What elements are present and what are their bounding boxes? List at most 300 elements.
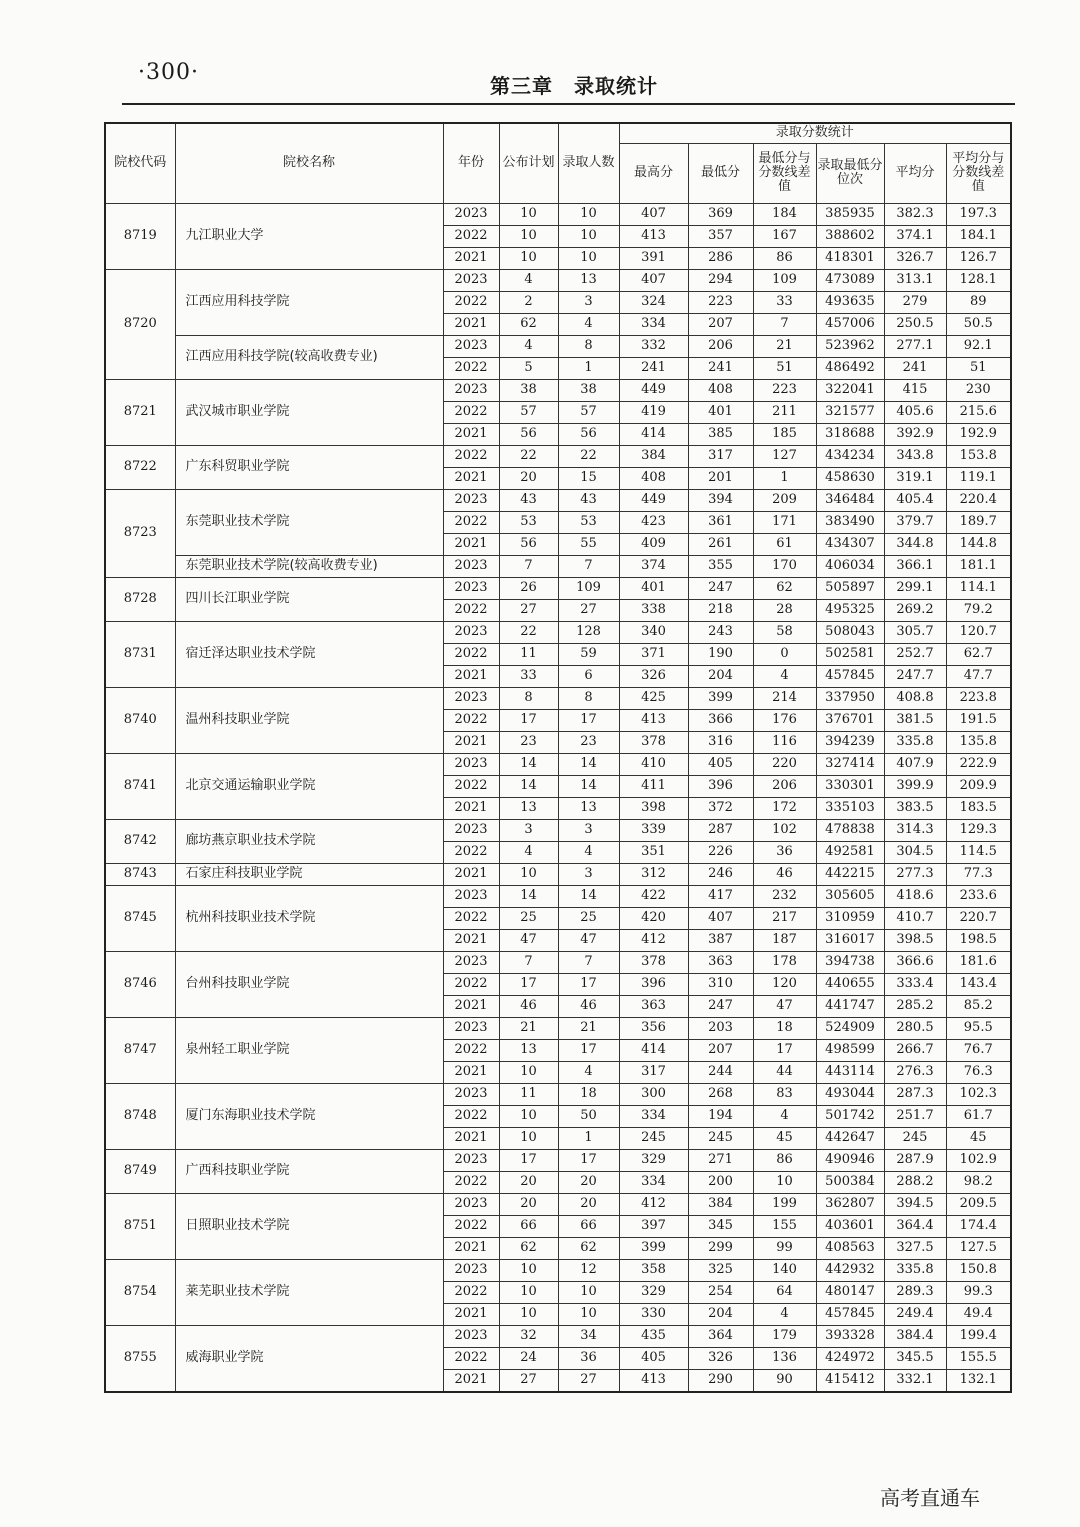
table-body — [105, 203, 1011, 1392]
table-row — [105, 819, 1011, 841]
cell-plan: 4 — [499, 841, 558, 863]
cell-code: 8723 — [105, 489, 175, 577]
cell-rank: 393328 — [816, 1325, 884, 1347]
cell-plan: 33 — [499, 665, 558, 687]
cell-avg-diff: 222.9 — [946, 753, 1011, 775]
cell-max: 241 — [619, 357, 688, 379]
cell-avg: 415 — [884, 379, 946, 401]
cell-avg-diff: 230 — [946, 379, 1011, 401]
cell-admitted: 56 — [558, 423, 619, 445]
cell-min: 408 — [688, 379, 753, 401]
cell-min-diff: 7 — [753, 313, 816, 335]
admission-table — [104, 122, 1012, 1393]
cell-code: 8728 — [105, 577, 175, 621]
cell-name: 东莞职业技术学院 — [175, 489, 443, 555]
source-watermark: 高考直通车 — [880, 1486, 980, 1510]
cell-avg: 245 — [884, 1127, 946, 1149]
cell-plan: 3 — [499, 819, 558, 841]
cell-min: 271 — [688, 1149, 753, 1171]
cell-min: 363 — [688, 951, 753, 973]
cell-min-diff: 178 — [753, 951, 816, 973]
cell-admitted: 3 — [558, 863, 619, 885]
cell-year: 2021 — [443, 247, 499, 269]
cell-max: 391 — [619, 247, 688, 269]
cell-code: 8731 — [105, 621, 175, 687]
cell-avg-diff: 181.1 — [946, 555, 1011, 577]
cell-admitted: 14 — [558, 775, 619, 797]
cell-code: 8755 — [105, 1325, 175, 1392]
cell-avg: 332.1 — [884, 1369, 946, 1392]
cell-max: 419 — [619, 401, 688, 423]
cell-max: 378 — [619, 951, 688, 973]
cell-year: 2021 — [443, 863, 499, 885]
cell-name: 四川长江职业学院 — [175, 577, 443, 621]
cell-max: 334 — [619, 1105, 688, 1127]
cell-name: 杭州科技职业技术学院 — [175, 885, 443, 951]
cell-plan: 13 — [499, 1039, 558, 1061]
cell-year: 2023 — [443, 555, 499, 577]
cell-year: 2021 — [443, 665, 499, 687]
cell-avg-diff: 127.5 — [946, 1237, 1011, 1259]
cell-min-diff: 176 — [753, 709, 816, 731]
cell-min: 190 — [688, 643, 753, 665]
cell-admitted: 27 — [558, 1369, 619, 1392]
cell-plan: 20 — [499, 467, 558, 489]
cell-plan: 10 — [499, 1281, 558, 1303]
cell-max: 398 — [619, 797, 688, 819]
header-min-diff: 最低分与分数线差值 — [753, 143, 816, 203]
cell-year: 2022 — [443, 1039, 499, 1061]
cell-code: 8745 — [105, 885, 175, 951]
page-number: ·300· — [138, 60, 199, 85]
cell-avg: 285.2 — [884, 995, 946, 1017]
cell-code: 8740 — [105, 687, 175, 753]
cell-plan: 43 — [499, 489, 558, 511]
cell-avg-diff: 102.3 — [946, 1083, 1011, 1105]
cell-avg: 247.7 — [884, 665, 946, 687]
cell-year: 2021 — [443, 929, 499, 951]
cell-avg-diff: 189.7 — [946, 511, 1011, 533]
cell-min-diff: 45 — [753, 1127, 816, 1149]
cell-name: 东莞职业技术学院(较高收费专业) — [175, 555, 443, 577]
cell-rank: 310959 — [816, 907, 884, 929]
cell-min: 247 — [688, 577, 753, 599]
cell-year: 2021 — [443, 995, 499, 1017]
cell-avg-diff: 128.1 — [946, 269, 1011, 291]
cell-avg: 289.3 — [884, 1281, 946, 1303]
cell-rank: 335103 — [816, 797, 884, 819]
cell-year: 2022 — [443, 401, 499, 423]
cell-plan: 47 — [499, 929, 558, 951]
cell-min-diff: 1 — [753, 467, 816, 489]
cell-plan: 17 — [499, 1149, 558, 1171]
cell-admitted: 14 — [558, 753, 619, 775]
header-admitted: 录取人数 — [558, 123, 619, 203]
cell-avg: 269.2 — [884, 599, 946, 621]
chapter-title: 第三章 录取统计 — [490, 74, 658, 98]
cell-year: 2022 — [443, 445, 499, 467]
cell-year: 2021 — [443, 731, 499, 753]
cell-admitted: 3 — [558, 291, 619, 313]
cell-min-diff: 28 — [753, 599, 816, 621]
cell-avg-diff: 79.2 — [946, 599, 1011, 621]
cell-plan: 2 — [499, 291, 558, 313]
cell-min: 372 — [688, 797, 753, 819]
cell-code: 8719 — [105, 203, 175, 269]
cell-max: 332 — [619, 335, 688, 357]
cell-avg-diff: 132.1 — [946, 1369, 1011, 1392]
cell-max: 414 — [619, 1039, 688, 1061]
cell-rank: 500384 — [816, 1171, 884, 1193]
cell-plan: 11 — [499, 643, 558, 665]
cell-avg-diff: 120.7 — [946, 621, 1011, 643]
cell-min: 268 — [688, 1083, 753, 1105]
cell-avg: 382.3 — [884, 203, 946, 225]
cell-year: 2021 — [443, 1061, 499, 1083]
cell-avg-diff: 99.3 — [946, 1281, 1011, 1303]
cell-rank: 337950 — [816, 687, 884, 709]
cell-admitted: 20 — [558, 1193, 619, 1215]
cell-avg-diff: 98.2 — [946, 1171, 1011, 1193]
cell-admitted: 17 — [558, 1149, 619, 1171]
cell-max: 312 — [619, 863, 688, 885]
cell-rank: 376701 — [816, 709, 884, 731]
cell-avg: 319.1 — [884, 467, 946, 489]
cell-plan: 13 — [499, 797, 558, 819]
cell-code: 8722 — [105, 445, 175, 489]
cell-admitted: 14 — [558, 885, 619, 907]
cell-avg: 374.1 — [884, 225, 946, 247]
cell-rank: 442932 — [816, 1259, 884, 1281]
cell-min: 204 — [688, 665, 753, 687]
cell-avg: 299.1 — [884, 577, 946, 599]
cell-year: 2023 — [443, 1325, 499, 1347]
cell-max: 356 — [619, 1017, 688, 1039]
cell-avg: 288.2 — [884, 1171, 946, 1193]
cell-plan: 10 — [499, 1061, 558, 1083]
cell-min-diff: 0 — [753, 643, 816, 665]
cell-plan: 22 — [499, 445, 558, 467]
cell-plan: 26 — [499, 577, 558, 599]
cell-year: 2022 — [443, 1281, 499, 1303]
cell-min-diff: 62 — [753, 577, 816, 599]
cell-max: 396 — [619, 973, 688, 995]
cell-min-diff: 116 — [753, 731, 816, 753]
cell-rank: 394239 — [816, 731, 884, 753]
cell-avg-diff: 233.6 — [946, 885, 1011, 907]
cell-year: 2022 — [443, 1215, 499, 1237]
header-name: 院校名称 — [175, 123, 443, 203]
cell-min: 254 — [688, 1281, 753, 1303]
cell-admitted: 21 — [558, 1017, 619, 1039]
cell-max: 374 — [619, 555, 688, 577]
cell-avg: 277.3 — [884, 863, 946, 885]
cell-name: 宿迁泽达职业技术学院 — [175, 621, 443, 687]
cell-avg: 304.5 — [884, 841, 946, 863]
cell-rank: 441747 — [816, 995, 884, 1017]
cell-admitted: 23 — [558, 731, 619, 753]
cell-plan: 10 — [499, 203, 558, 225]
cell-rank: 362807 — [816, 1193, 884, 1215]
cell-avg-diff: 220.4 — [946, 489, 1011, 511]
cell-name: 江西应用科技学院 — [175, 269, 443, 335]
cell-year: 2023 — [443, 621, 499, 643]
cell-min: 247 — [688, 995, 753, 1017]
cell-name: 北京交通运输职业学院 — [175, 753, 443, 819]
cell-name: 莱芜职业技术学院 — [175, 1259, 443, 1325]
cell-rank: 473089 — [816, 269, 884, 291]
cell-min-diff: 36 — [753, 841, 816, 863]
cell-admitted: 59 — [558, 643, 619, 665]
cell-name: 威海职业学院 — [175, 1325, 443, 1392]
cell-avg-diff: 153.8 — [946, 445, 1011, 467]
cell-avg-diff: 144.8 — [946, 533, 1011, 555]
cell-plan: 57 — [499, 401, 558, 423]
cell-year: 2023 — [443, 203, 499, 225]
cell-admitted: 10 — [558, 1303, 619, 1325]
cell-avg-diff: 181.6 — [946, 951, 1011, 973]
header-max: 最高分 — [619, 143, 688, 203]
cell-max: 358 — [619, 1259, 688, 1281]
cell-avg: 241 — [884, 357, 946, 379]
cell-min: 206 — [688, 335, 753, 357]
cell-min: 204 — [688, 1303, 753, 1325]
cell-year: 2021 — [443, 1303, 499, 1325]
cell-admitted: 13 — [558, 797, 619, 819]
cell-min: 310 — [688, 973, 753, 995]
cell-avg: 399.9 — [884, 775, 946, 797]
cell-plan: 17 — [499, 709, 558, 731]
cell-admitted: 57 — [558, 401, 619, 423]
cell-rank: 501742 — [816, 1105, 884, 1127]
cell-rank: 508043 — [816, 621, 884, 643]
cell-min-diff: 217 — [753, 907, 816, 929]
cell-admitted: 4 — [558, 841, 619, 863]
cell-min: 326 — [688, 1347, 753, 1369]
header-rule — [122, 103, 1015, 105]
cell-max: 371 — [619, 643, 688, 665]
table-row — [105, 379, 1011, 401]
cell-admitted: 34 — [558, 1325, 619, 1347]
cell-min-diff: 33 — [753, 291, 816, 313]
cell-year: 2022 — [443, 599, 499, 621]
cell-max: 420 — [619, 907, 688, 929]
cell-year: 2021 — [443, 1127, 499, 1149]
cell-plan: 38 — [499, 379, 558, 401]
cell-plan: 4 — [499, 269, 558, 291]
cell-rank: 457845 — [816, 1303, 884, 1325]
cell-max: 340 — [619, 621, 688, 643]
cell-code: 8754 — [105, 1259, 175, 1325]
cell-avg-diff: 198.5 — [946, 929, 1011, 951]
table-row — [105, 1149, 1011, 1171]
cell-plan: 56 — [499, 533, 558, 555]
cell-rank: 442215 — [816, 863, 884, 885]
cell-min-diff: 179 — [753, 1325, 816, 1347]
cell-admitted: 66 — [558, 1215, 619, 1237]
cell-code: 8751 — [105, 1193, 175, 1259]
cell-plan: 7 — [499, 951, 558, 973]
cell-min-diff: 4 — [753, 665, 816, 687]
cell-year: 2023 — [443, 1083, 499, 1105]
cell-min: 317 — [688, 445, 753, 467]
cell-name: 厦门东海职业技术学院 — [175, 1083, 443, 1149]
cell-year: 2023 — [443, 269, 499, 291]
cell-year: 2021 — [443, 467, 499, 489]
header-year: 年份 — [443, 123, 499, 203]
table-row — [105, 863, 1011, 885]
cell-min: 246 — [688, 863, 753, 885]
cell-avg-diff: 220.7 — [946, 907, 1011, 929]
cell-year: 2023 — [443, 577, 499, 599]
cell-year: 2023 — [443, 489, 499, 511]
cell-avg: 410.7 — [884, 907, 946, 929]
cell-year: 2021 — [443, 1369, 499, 1392]
cell-min-diff: 90 — [753, 1369, 816, 1392]
cell-year: 2023 — [443, 951, 499, 973]
cell-avg: 252.7 — [884, 643, 946, 665]
cell-avg-diff: 119.1 — [946, 467, 1011, 489]
cell-rank: 457006 — [816, 313, 884, 335]
cell-plan: 7 — [499, 555, 558, 577]
cell-name: 泉州轻工职业学院 — [175, 1017, 443, 1083]
cell-admitted: 27 — [558, 599, 619, 621]
cell-rank: 327414 — [816, 753, 884, 775]
cell-plan: 32 — [499, 1325, 558, 1347]
cell-max: 423 — [619, 511, 688, 533]
cell-plan: 14 — [499, 753, 558, 775]
cell-avg-diff: 143.4 — [946, 973, 1011, 995]
cell-min: 261 — [688, 533, 753, 555]
cell-avg-diff: 45 — [946, 1127, 1011, 1149]
cell-code: 8741 — [105, 753, 175, 819]
cell-max: 326 — [619, 665, 688, 687]
cell-admitted: 36 — [558, 1347, 619, 1369]
cell-year: 2023 — [443, 1149, 499, 1171]
cell-min: 399 — [688, 687, 753, 709]
cell-max: 397 — [619, 1215, 688, 1237]
cell-rank: 490946 — [816, 1149, 884, 1171]
cell-avg: 344.8 — [884, 533, 946, 555]
cell-min: 405 — [688, 753, 753, 775]
header-min-rank: 录取最低分位次 — [816, 143, 884, 203]
cell-max: 413 — [619, 225, 688, 247]
cell-min-diff: 136 — [753, 1347, 816, 1369]
cell-avg-diff: 85.2 — [946, 995, 1011, 1017]
cell-max: 422 — [619, 885, 688, 907]
cell-admitted: 55 — [558, 533, 619, 555]
table-row — [105, 489, 1011, 511]
cell-plan: 21 — [499, 1017, 558, 1039]
cell-avg-diff: 126.7 — [946, 247, 1011, 269]
cell-min-diff: 4 — [753, 1303, 816, 1325]
cell-plan: 8 — [499, 687, 558, 709]
cell-avg-diff: 92.1 — [946, 335, 1011, 357]
cell-avg-diff: 114.1 — [946, 577, 1011, 599]
cell-min: 355 — [688, 555, 753, 577]
cell-plan: 5 — [499, 357, 558, 379]
cell-admitted: 7 — [558, 951, 619, 973]
table-row — [105, 1193, 1011, 1215]
cell-avg: 394.5 — [884, 1193, 946, 1215]
cell-admitted: 1 — [558, 357, 619, 379]
header-plan: 公布计划 — [499, 123, 558, 203]
cell-max: 407 — [619, 269, 688, 291]
cell-min-diff: 209 — [753, 489, 816, 511]
cell-min: 290 — [688, 1369, 753, 1392]
cell-year: 2022 — [443, 357, 499, 379]
cell-avg: 251.7 — [884, 1105, 946, 1127]
cell-min: 244 — [688, 1061, 753, 1083]
cell-admitted: 53 — [558, 511, 619, 533]
cell-avg-diff: 129.3 — [946, 819, 1011, 841]
cell-min: 366 — [688, 709, 753, 731]
cell-plan: 66 — [499, 1215, 558, 1237]
cell-year: 2022 — [443, 907, 499, 929]
cell-max: 384 — [619, 445, 688, 467]
cell-admitted: 1 — [558, 1127, 619, 1149]
cell-rank: 316017 — [816, 929, 884, 951]
cell-avg: 398.5 — [884, 929, 946, 951]
cell-min-diff: 18 — [753, 1017, 816, 1039]
cell-max: 413 — [619, 1369, 688, 1392]
cell-plan: 4 — [499, 335, 558, 357]
cell-avg-diff: 197.3 — [946, 203, 1011, 225]
cell-admitted: 4 — [558, 313, 619, 335]
cell-admitted: 10 — [558, 1281, 619, 1303]
table-row — [105, 1259, 1011, 1281]
cell-avg-diff: 209.9 — [946, 775, 1011, 797]
cell-avg: 343.8 — [884, 445, 946, 467]
cell-admitted: 43 — [558, 489, 619, 511]
cell-code: 8747 — [105, 1017, 175, 1083]
cell-rank: 434234 — [816, 445, 884, 467]
cell-year: 2021 — [443, 423, 499, 445]
table-row — [105, 555, 1011, 577]
cell-rank: 388602 — [816, 225, 884, 247]
cell-min-diff: 232 — [753, 885, 816, 907]
cell-avg: 366.6 — [884, 951, 946, 973]
cell-plan: 27 — [499, 599, 558, 621]
cell-plan: 46 — [499, 995, 558, 1017]
cell-avg: 327.5 — [884, 1237, 946, 1259]
cell-avg-diff: 192.9 — [946, 423, 1011, 445]
cell-min: 387 — [688, 929, 753, 951]
cell-min-diff: 199 — [753, 1193, 816, 1215]
cell-avg-diff: 155.5 — [946, 1347, 1011, 1369]
cell-admitted: 7 — [558, 555, 619, 577]
cell-plan: 11 — [499, 1083, 558, 1105]
cell-max: 378 — [619, 731, 688, 753]
cell-name: 广西科技职业学院 — [175, 1149, 443, 1193]
table-row — [105, 621, 1011, 643]
cell-code: 8721 — [105, 379, 175, 445]
cell-max: 399 — [619, 1237, 688, 1259]
cell-max: 412 — [619, 929, 688, 951]
cell-max: 407 — [619, 203, 688, 225]
cell-min-diff: 51 — [753, 357, 816, 379]
cell-min-diff: 220 — [753, 753, 816, 775]
cell-min-diff: 58 — [753, 621, 816, 643]
cell-min-diff: 102 — [753, 819, 816, 841]
cell-admitted: 46 — [558, 995, 619, 1017]
cell-plan: 62 — [499, 1237, 558, 1259]
cell-rank: 457845 — [816, 665, 884, 687]
cell-avg: 364.4 — [884, 1215, 946, 1237]
cell-min-diff: 170 — [753, 555, 816, 577]
cell-min: 201 — [688, 467, 753, 489]
cell-plan: 14 — [499, 775, 558, 797]
